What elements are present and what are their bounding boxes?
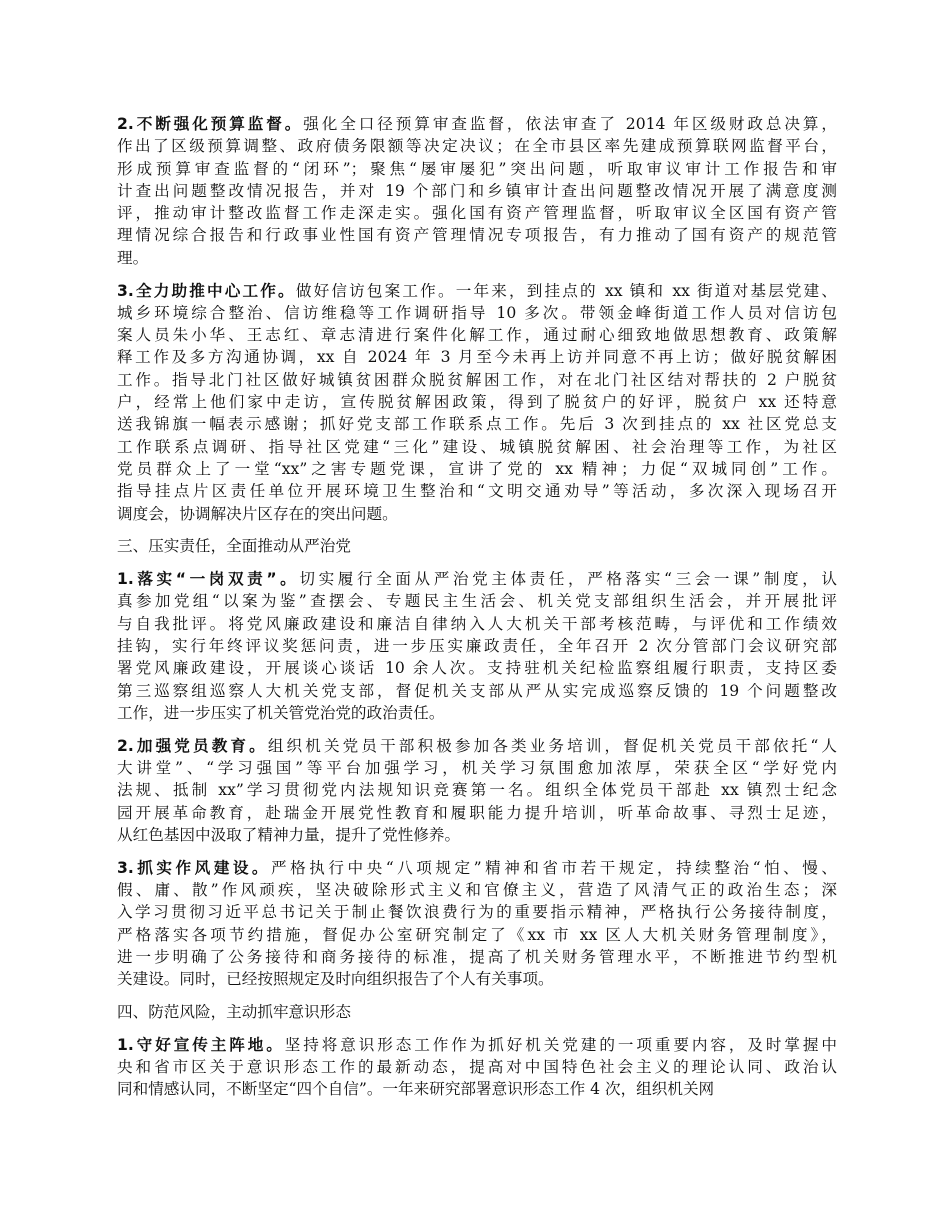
paragraph-lead: 3.全力助推中心工作。: [117, 281, 296, 300]
text-line: [117, 202, 837, 224]
line-text: 法规、抵制 xx”学习贯彻党内法规知识竞赛第一名。组织全体党员干部赴 xx 镇烈士纪念: [117, 781, 837, 800]
text-line: [117, 503, 837, 525]
document-body: [117, 113, 837, 1111]
line-text: 三、压实责任，全面推动从严治党: [117, 537, 351, 556]
text-line: [117, 613, 837, 635]
line-text: 同和情感认同，不断坚定“四个自信”。一年来研究部署意识形态工作 4 次，组织机关网: [117, 1080, 715, 1099]
text-line: [117, 735, 837, 757]
text-line: [117, 413, 837, 435]
line-text: 假、庸、散”作风顽疾，坚决破除形式主义和官僚主义，营造了风清气正的政治生态；深: [117, 881, 837, 899]
line-text: 释工作及多方沟通协调，xx 自 2024 年 3 月至今未再上访并同意不再上访；做好脱贫解困: [117, 348, 837, 367]
text-line: [117, 135, 837, 157]
line-text: 进一步明确了公务接待和商务接待的标准，提高了机关财务管理水平，不断推进节约型机: [117, 947, 837, 966]
line-text: 户，经常上他们家中走访，宣传脱贫解困政策，得到了脱贫户的好评，脱贫户 xx 还特意: [117, 393, 837, 412]
text-line: [117, 757, 837, 779]
line-text: 四、防范风险，主动抓牢意识形态: [117, 1002, 351, 1021]
section-heading: [117, 1001, 837, 1023]
text-line: [117, 824, 837, 846]
paragraph: [117, 568, 837, 724]
paragraph: [117, 735, 837, 846]
line-text: 大讲堂”、“学习强国”等平台加强学习，机关学习氛围愈加浓厚，荣获全区“学好党内: [117, 759, 837, 778]
text-line: [117, 436, 837, 458]
paragraph-lead: 2.加强党员教育。: [117, 736, 268, 755]
line-text: 真参加党组“以案为鉴”查摆会、专题民主生活会、机关党支部组织生活会，并开展批评: [117, 592, 837, 611]
text-line: [117, 702, 837, 724]
text-line: [117, 247, 837, 269]
text-line: [117, 680, 837, 702]
text-line: [117, 180, 837, 202]
line-text: 关建设。同时，已经按照规定及时向组织报告了个人有关事项。: [117, 970, 554, 989]
text-line: [117, 857, 837, 879]
text-line: [117, 113, 837, 135]
line-text: 央和省市区关于意识形态工作的最新动态，提高对中国特色社会主义的理论认同、政治认: [117, 1058, 837, 1077]
paragraph: [117, 857, 837, 991]
text-line: [117, 568, 837, 590]
line-text: 工作，进一步压实了机关管党治党的政治责任。: [117, 703, 445, 722]
line-text: 评，推动审计整改监督工作走深走实。强化国有资产管理监督，听取审议全区国有资产管: [117, 204, 837, 223]
line-text: 严格执行中央“八项规定”精神和省市若干规定，持续整治“怕、慢、: [271, 858, 837, 877]
paragraph: [117, 113, 837, 269]
text-line: [117, 369, 837, 391]
line-text: 第三巡察组巡察人大机关党支部，督促机关支部从严从实完成巡察反馈的 19 个问题整改: [117, 681, 837, 700]
text-line: [117, 302, 837, 324]
line-text: 指导挂点片区责任单位开展环境卫生整治和“文明交通劝导”等活动，多次深入现场召开: [117, 482, 837, 501]
text-line: [117, 657, 837, 679]
text-line: [117, 391, 837, 413]
line-text: 从红色基因中汲取了精神力量，提升了党性修养。: [117, 825, 461, 844]
line-text: 园开展革命教育，赴瑞金开展党性教育和履职能力提升培训，听革命故事、寻烈士足迹，: [117, 803, 837, 822]
line-text: 严格落实各项节约措施，督促办公室研究制定了《xx 市 xx 区人大机关财务管理制度》，: [117, 925, 837, 944]
paragraph-lead: 1.落实“一岗双责”。: [117, 570, 300, 589]
line-text: 切实履行全面从严治党主体责任，严格落实“三会一课”制度，认: [299, 570, 837, 589]
text-line: [117, 968, 837, 990]
section-heading: [117, 535, 837, 557]
text-line: [117, 1078, 837, 1100]
line-text: 入学习贯彻习近平总书记关于制止餐饮浪费行为的重要指示精神，严格执行公务接待制度，: [117, 903, 837, 922]
paragraph: [117, 280, 837, 525]
text-line: [117, 924, 837, 946]
line-text: 与自我批评。将党风廉政建设和廉洁自律纳入人大机关干部考核范畴，与评优和工作绩效: [117, 614, 837, 633]
line-text: 署党风廉政建设，开展谈心谈话 10 余人次。支持驻机关纪检监察组履行职责，支持区委: [117, 659, 837, 678]
text-line: [117, 458, 837, 480]
line-text: 坚持将意识形态工作作为抓好机关党建的一项重要内容，及时掌握中: [284, 1035, 837, 1054]
text-line: [117, 158, 837, 180]
text-line: [117, 590, 837, 612]
line-text: 工作。指导北门社区做好城镇贫困群众脱贫解困工作，对在北门社区结对帮扶的 2 户脱贫: [117, 370, 837, 389]
text-line: [117, 1034, 837, 1056]
text-line: [117, 879, 837, 901]
text-line: [117, 324, 837, 346]
text-line: [117, 480, 837, 502]
text-line: [117, 224, 837, 246]
line-text: 案人员朱小华、王志红、章志清进行案件化解工作，通过耐心细致地做思想教育、政策解: [117, 326, 837, 345]
text-line: [117, 1056, 837, 1078]
paragraph-lead: 2.不断强化预算监督。: [117, 115, 304, 133]
text-line: [117, 280, 837, 302]
text-line: [117, 535, 837, 557]
paragraph-lead: 3.抓实作风建设。: [117, 858, 272, 877]
line-text: 组织机关党员干部积极参加各类业务培训，督促机关党员干部依托“人: [267, 736, 837, 755]
text-line: [117, 901, 837, 923]
text-line: [117, 346, 837, 368]
line-text: 理情况综合报告和行政事业性国有资产管理情况专项报告，有力推动了国有资产的规范管: [117, 226, 837, 245]
text-line: [117, 946, 837, 968]
line-text: 送我锦旗一幅表示感谢；抓好党支部工作联系点工作。先后 3 次到挂点的 xx 社区党总支: [117, 415, 837, 434]
text-line: [117, 779, 837, 801]
line-text: 党员群众上了一堂“xx”之害专题党课，宣讲了党的 xx 精神；力促“双城同创”工作。: [117, 459, 837, 478]
line-text: 挂钩，实行年终评议奖惩问责，进一步压实廉政责任，全年召开 2 次分管部门会议研究部: [117, 637, 837, 656]
paragraph: [117, 1034, 837, 1101]
line-text: 工作联系点调研、指导社区党建“三化”建设、城镇脱贫解困、社会治理等工作，为社区: [117, 437, 837, 456]
line-text: 做好信访包案工作。一年来，到挂点的 xx 镇和 xx 街道对基层党建、: [295, 281, 837, 300]
line-text: 形成预算审查监督的“闭环”；聚焦“屡审屡犯”突出问题，听取审议审计工作报告和审: [117, 159, 837, 178]
line-text: 作出了区级预算调整、政府债务限额等决定决议；在全市县区率先建成预算联网监督平台，: [117, 137, 837, 156]
line-text: 计查出问题整改情况报告，并对 19 个部门和乡镇审计查出问题整改情况开展了满意度测: [117, 181, 837, 200]
text-line: [117, 1001, 837, 1023]
line-text: 理。: [117, 248, 149, 267]
text-line: [117, 635, 837, 657]
line-text: 强化全口径预算审查监督，依法审查了 2014 年区级财政总决算，: [303, 115, 837, 133]
line-text: 调度会，协调解决片区存在的突出问题。: [117, 504, 398, 523]
line-text: 城乡环境综合整治、信访维稳等工作调研指导 10 多次。带领金峰街道工作人员对信访包: [117, 303, 837, 322]
paragraph-lead: 1.守好宣传主阵地。: [117, 1035, 285, 1054]
text-line: [117, 802, 837, 824]
